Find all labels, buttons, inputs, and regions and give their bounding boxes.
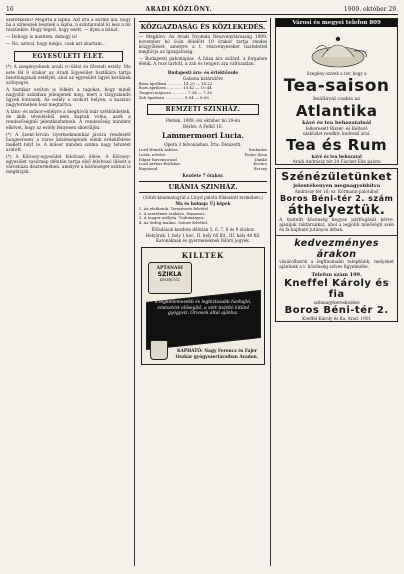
market-subtitle: Gabona határidőre — [182, 75, 223, 81]
article-paragraph: (*) A Kölcsey-egyesület felolvasó ülése. A Kölcsey-egyesület vasárnap délután tartja első felolvasó ülését a városháza dísztermében, amelyre a közönséget ezúton is meghívják. — [6, 154, 131, 176]
market-row: Zab áprilisra ............... 8.04 — 8.06 — [138, 94, 209, 100]
play-subtitle: Opera 3 felvonásban. Írta: Donizetti. — [164, 142, 242, 148]
bottle-illustration — [150, 340, 168, 360]
szenzu-title: Szénézületünket — [281, 170, 392, 183]
tea-advertisement — [275, 18, 398, 165]
ad-kaphato: KAPHATÓ: Nagy Ferencz és Fajer Oszkár gyógyszertáraiban Aradon. — [175, 349, 259, 360]
newspaper-title: ARADI KÖZLÖNY. — [145, 6, 213, 13]
issue-date: 1909. október 29. — [343, 6, 398, 13]
subscription-note: Bérlet: A Felhő 16. — [183, 124, 223, 130]
tea-rum: Tea és Rum — [286, 136, 388, 154]
kedvez-phone: Telefon szám 199. — [311, 272, 362, 279]
article-paragraph: A tisztikar ezúton is felkéri a tagokat, hogy minél nagyobb számban jelenjenek meg, mert a tárgyalandó ügyek fontosak. Az estély a szokott helyen, a kaszinó nagytermében lesz megtartva. — [6, 87, 131, 109]
cast-row: Lord Henrik Ashton Szabados — [138, 147, 268, 153]
program-item: 3. A tenger mélyén. Tudományos. — [138, 215, 205, 221]
column-3 — [275, 18, 398, 566]
telephone-bar: Városi és megyei telefon 809 — [276, 19, 397, 27]
urania-show: Ma és holnap: Új képek — [175, 200, 231, 206]
ad-banner: a legkellemesebb és legbiztosabb hashajtó, emésztést elősegítő, a vért tisztító kitűnő gyógyvíz. Orvosok által ajánlva. — [146, 290, 261, 350]
column-1 — [6, 18, 135, 566]
urania-subtitle: (Sötét kinematográf a Lloyd palota földszinti termében.) — [143, 194, 263, 200]
show-start: Kezdete 7 órakor. — [182, 172, 224, 178]
cast-row: Raymond Ercsey — [138, 166, 268, 172]
stamp-label: APTANASI SZIKLA KESERŰVÍZ — [148, 262, 192, 294]
article-paragraph: A tánc- és műsor-estélyre a meghívók már szétküldettek, de akik tévedésből nem kaptak volna, azok a rendezőségnél jelentkezhetnek. A rendezőség mindent elkövet, hogy az estély fényesen sikerüljön. — [6, 110, 131, 131]
cast-row: Lucia, nővére Fodor Ilona — [138, 152, 268, 158]
kedvez-note: Kneffel Károly és fia, Arad. 1901 — [302, 316, 372, 322]
kedvez-addr: Kneffel Károly és fia — [284, 278, 390, 301]
market-row: Rozs áprilisra ............ 10.42 — 10.44 — [138, 85, 212, 91]
cast-row: Edgar Ravenswood Dankó — [138, 156, 268, 162]
article-paragraph: (*) A szegényeknek aradi rc-ülési és főrendi estély. Ma este fél 8 órakor az Aradi Egyesület tisztikara tartja bizottságának estélyét, ahol az egyesület ügyei kerülnek szőnyegre. — [6, 65, 131, 86]
szenzu-brand: Boros Béni-tér 2. szám — [279, 194, 394, 203]
cast-row: Lord Arthur Bucklaw Kovács — [138, 161, 268, 167]
section-heading-egyesuleti: EGYESÜLETI ÉLET. — [14, 51, 123, 62]
urania-times: Előadások kezdete délután 5, 6, 7, 8 és 9 órakor. — [151, 226, 255, 232]
section-heading-urania: URÁNIA SZINHÁZ. — [139, 181, 268, 193]
tea-line1: kávé és tea behozatalnál — [302, 120, 371, 126]
tea-line4: kávé és tea behozatal — [311, 154, 362, 159]
tea-kicker: Szegény-szívek a tor, hogy a — [306, 71, 367, 76]
kedvez-title: kedvezményes árakon — [294, 238, 380, 261]
article-paragraph: — Dehogy is mentem, dehogy is! — [6, 35, 78, 41]
article-paragraph: szeretkezni? Megírta a lapba. Azt írta a körme alá, hogy ha a színészek lesznek a lapba, a színtársulat ki lesz a mi részünkre. Hogy téged, hogy esett, — ilyen a bánat. — [6, 18, 131, 34]
market-row: Tengeri májusra ............ 7.36 — 7.38 — [138, 89, 212, 95]
market-title: Budapesti áru- és értéktőzsde — [167, 69, 239, 75]
market-table — [139, 82, 268, 101]
tea-line2: felkeresett Rizser- és Keltező — [305, 126, 368, 131]
szenzu-text: A tiszteltt közönség kegyes pártfogását kérve, ajánljuk raktárunkat, ahol a legjobb minőségű szén és fa kapható jutányos árban. — [279, 218, 394, 234]
article-paragraph: (*) A Szent-István Gyermekmenház javára rendezett hangverseny a város közönségének élénk érdeklődése mellett folyt le. A műsor minden száma nagy tetszést aratott. — [6, 132, 131, 153]
urania-program — [139, 207, 268, 226]
atlantika: Atlantika — [295, 102, 378, 120]
tea-line3: szaküzlet rendkív. kedvező árai. — [302, 131, 371, 136]
column-2 — [139, 18, 272, 566]
ad-title: KILLTEK — [181, 250, 225, 260]
section-heading-szinhaz: REMZETI SZINHÁZ. — [147, 104, 260, 115]
tea-illustration — [276, 27, 397, 71]
kedvez-text: vásárolhatók a legfinomabb telepfáink, melyeket ajánlunk a t. közönség szíves figyelmébe. — [279, 260, 394, 271]
tea-saison: Tea-saison — [283, 76, 390, 96]
tea-line5: Aradi Andrássy tér 20 Fischer Ede palota — [292, 159, 381, 164]
killtek-advertisement — [141, 247, 266, 365]
play-title: Lammermoori Lucia. — [162, 131, 244, 141]
page-header — [6, 6, 398, 15]
kedvez-bottom: Boros Béni-tér 2. — [284, 305, 389, 317]
urania-prices: Helyárak: I. hely 1 kor., II. hely 60 fill., III. hely 40 fill. Katonáknak és gyermekeknek félárú jegyek. — [145, 232, 261, 243]
article-paragraph: — Budapesti gabonapiac. A búza ára szilárd, a forgalom élénk. A rozs tartott, a zab és tengeri ára változatlan. — [138, 57, 268, 68]
page-number: 16 — [6, 6, 14, 13]
cast-list — [139, 148, 268, 172]
kedvez-sub: szénnagykereskedése — [313, 300, 360, 306]
show-date: Péntek, 1909. évi október hó 29-én — [165, 118, 241, 124]
program-item: 4. Az ördög malma. Színes felvétel. — [138, 220, 209, 225]
szenzu-sub: jelentékenyen megnagyobbítva — [293, 183, 381, 189]
szenzu-addr: Andrássy tér 16. sz. Kórmann-palotából — [294, 189, 379, 194]
program-item: 1. Az elefántok. Természeti felvétel. — [138, 205, 210, 211]
market-row: Búza áprilisra ............ 14.20 — 14.22 — [138, 80, 213, 86]
coal-advertisement — [275, 168, 398, 322]
section-heading-kozgazdasag: KÖZGAZDASÁG ÉS KÖZLEKEDÉS. — [140, 23, 266, 31]
tea-mid: beállával csakis az — [313, 96, 361, 102]
program-item: 2. A szerelmes szakács. Humoros. — [138, 210, 206, 216]
szenzu-big2: áthelyeztük. — [287, 203, 386, 218]
article-paragraph: — Meghívó. Az Aradi Nyomda Részvénytársaság 1909. november hó 8-án délelőtt 10 órakor tartja rendes közgyűlését, amelyre a t. részvényeseket tisztelettel meghívja az Igazgatóság. — [138, 35, 268, 56]
article-paragraph: — No, szóval, hogy mégis, csak azt akartam... — [6, 42, 106, 48]
